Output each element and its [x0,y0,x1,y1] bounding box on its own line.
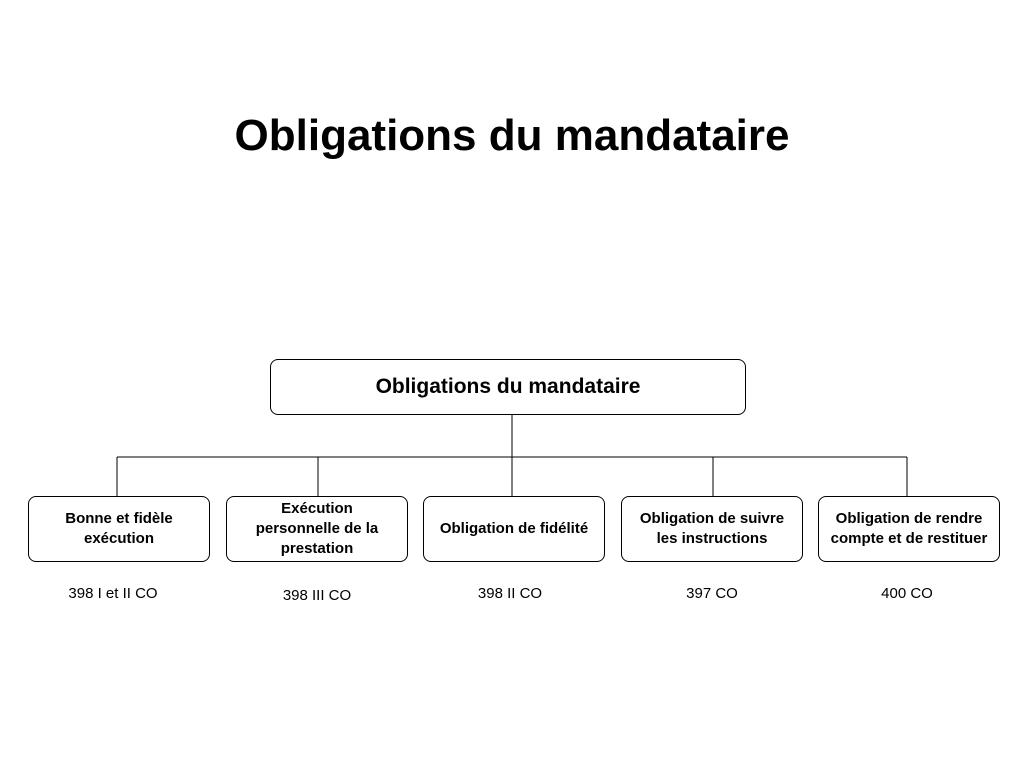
legal-reference: 398 II CO [477,585,543,602]
child-node-rendre-compte [818,496,1000,562]
child-node-bonne-execution [28,496,210,562]
child-node-label: Obligation de suivre les instructions [639,510,785,547]
root-node-label: Obligations du mandataire [375,375,641,398]
child-node-fidelite [423,496,605,562]
legal-reference: 397 CO [686,585,738,602]
child-node-label: Bonne et fidèle exécution [65,510,173,547]
child-node-execution-personnelle [226,496,408,562]
legal-reference: 400 CO [881,585,933,602]
child-node-label: Obligation de rendre compte et de restituer [830,510,988,547]
child-node-label: Exécution personnelle de la prestation [255,500,379,557]
root-node [270,359,746,415]
legal-reference: 398 I et II CO [68,585,158,602]
legal-reference: 398 III CO [282,587,352,604]
page-title: Obligations du mandataire [234,111,790,160]
child-node-label: Obligation de fidélité [439,520,589,537]
child-node-instructions [621,496,803,562]
